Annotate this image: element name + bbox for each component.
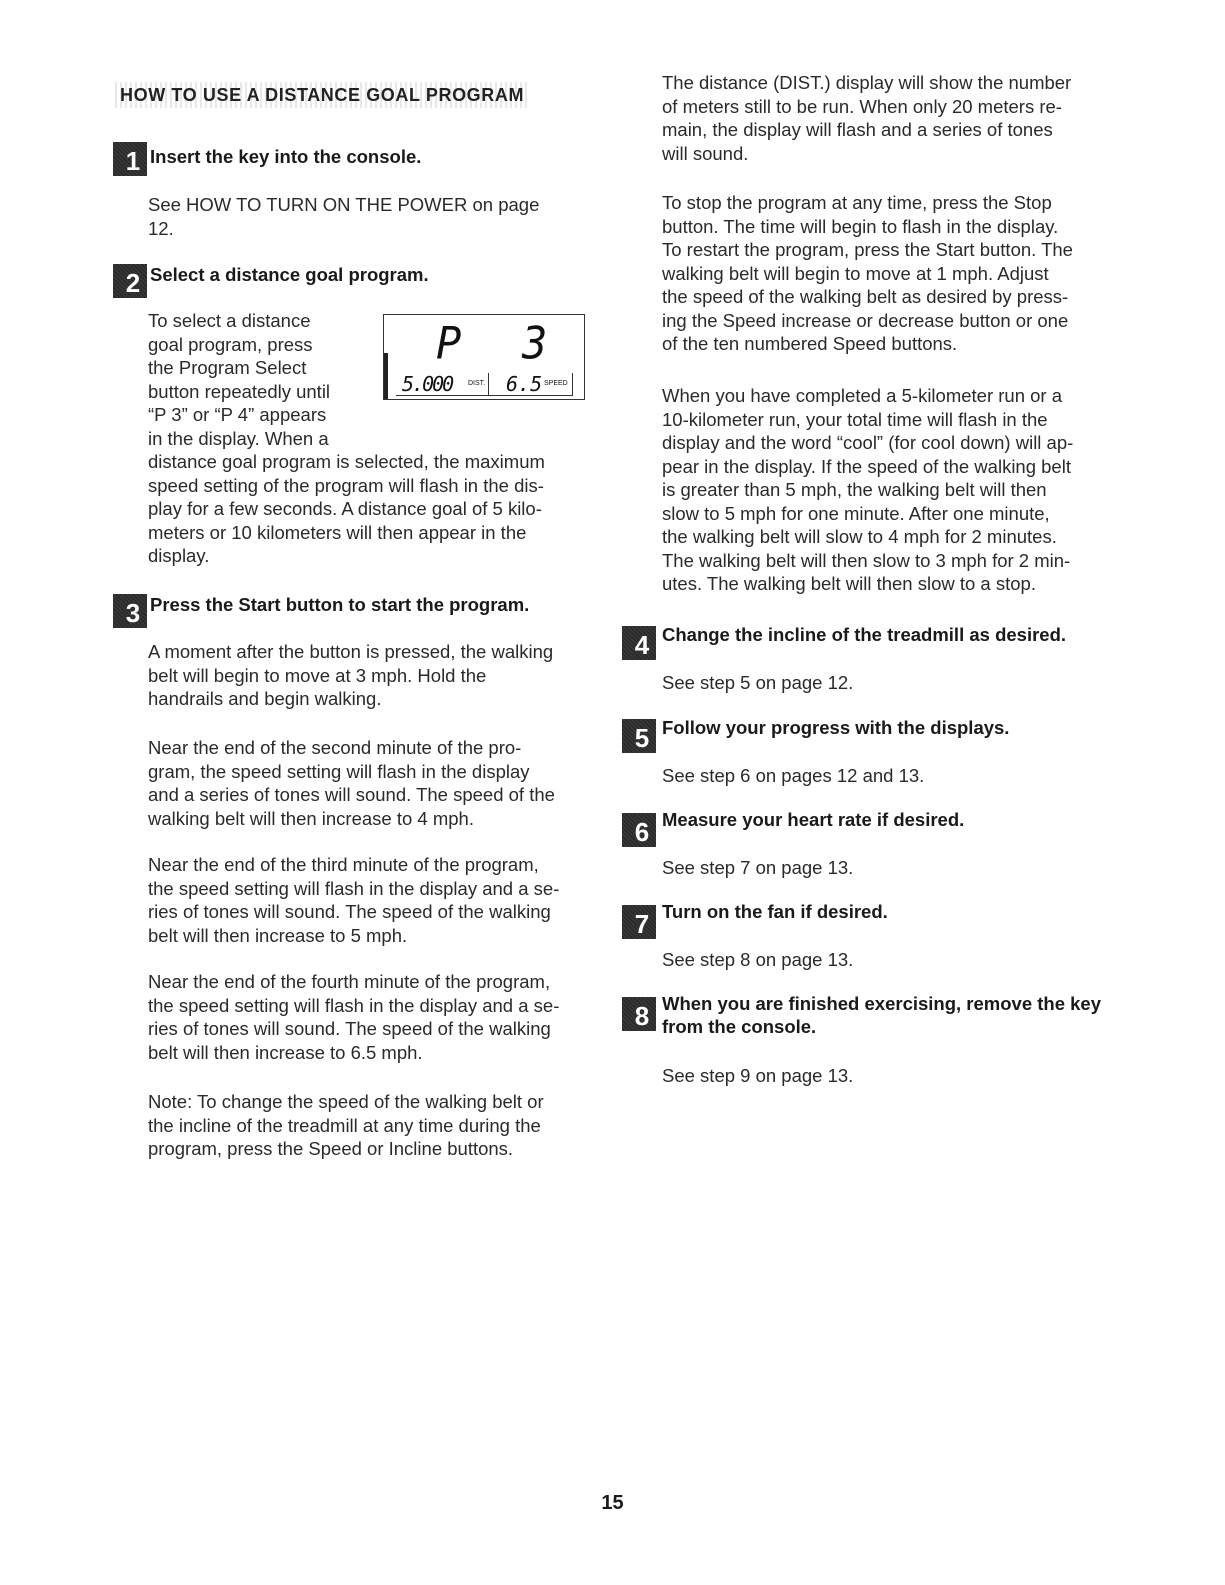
step-7-badge: 7 xyxy=(622,905,656,939)
step-5-heading: Follow your progress with the displays. xyxy=(662,717,1010,738)
step-8-badge: 8 xyxy=(622,997,656,1031)
step-6-text: See step 7 on page 13. xyxy=(662,857,854,878)
step-8-heading: When you are finished exercising, remove the key from the console. xyxy=(662,993,1102,1037)
section-title: HOW TO USE A DISTANCE GOAL PROGRAM xyxy=(115,82,530,108)
step-4-badge: 4 xyxy=(622,626,656,660)
step-3-text: A moment after the button is pressed, the walking belt will begin to move at 3 mph. Hold the handrails and begin walking. xyxy=(148,641,554,709)
step-3-badge: 3 xyxy=(113,594,147,628)
step-8-text: See step 9 on page 13. xyxy=(662,1065,854,1086)
program-number: 3 xyxy=(522,317,548,370)
step-4-text: See step 5 on page 12. xyxy=(662,672,854,693)
step-5-text: See step 6 on pages 12 and 13. xyxy=(662,765,925,786)
display-divider xyxy=(488,373,489,395)
console-display-figure xyxy=(383,314,585,400)
step-2-heading: Select a distance goal program. xyxy=(150,264,429,285)
distance-tag: DIST. xyxy=(468,380,486,387)
step-3-note: Note: To change the speed of the walking belt or the incline of the treadmill at any time during the program, press the Speed or Incline buttons. xyxy=(148,1091,544,1159)
step-2-badge: 2 xyxy=(113,264,147,298)
display-edge xyxy=(384,353,388,399)
step-3-text-4: Near the end of the fourth minute of the program, the speed setting will flash in the display and a se- ries of tones will sound. The speed of the walking belt will then increase to 6.5 mph. xyxy=(148,971,560,1063)
right-text-2: To stop the program at any time, press the Stop button. The time will begin to flash in the display. To restart the program, press the Start button. The walking belt will begin to move at 1 mph. Adjust the speed of the walking belt as desired by press- ing the Speed increase or decrease button or one of the ten numbered Speed buttons. xyxy=(662,192,1073,354)
step-1-badge: 1 xyxy=(113,142,147,176)
page-number: 15 xyxy=(601,1492,624,1514)
step-1-heading: Insert the key into the console. xyxy=(150,146,422,167)
step-6-heading: Measure your heart rate if desired. xyxy=(662,809,965,830)
step-6-badge: 6 xyxy=(622,813,656,847)
step-3-heading: Press the Start button to start the program. xyxy=(150,594,530,615)
step-7-text: See step 8 on page 13. xyxy=(662,949,854,970)
step-4-heading: Change the incline of the treadmill as desired. xyxy=(662,624,1067,645)
step-5-badge: 5 xyxy=(622,719,656,753)
speed-tag: SPEED xyxy=(544,380,568,387)
speed-value: 6.5 xyxy=(506,372,543,396)
distance-value: 5.000 xyxy=(402,372,453,396)
right-text-3: When you have completed a 5-kilometer run or a 10-kilometer run, your total time will flash in the display and the word “cool” (for cool down) will ap- pear in the display. If the speed of the walking belt is greater than 5 mph, the walking belt will then slow to 5 mph for one minute. After one minute, the walking belt will slow to 4 mph for 2 minutes. The walking belt will then slow to 3 mph for 2 min- utes. The walking belt will then slow to a stop. xyxy=(662,385,1074,594)
step-1-text: See HOW TO TURN ON THE POWER on page 12. xyxy=(148,194,540,239)
step-7-heading: Turn on the fan if desired. xyxy=(662,901,888,922)
right-text-1: The distance (DIST.) display will show the number of meters still to be run. When only 20 meters re- main, the display will flash and a series of tones will sound. xyxy=(662,72,1072,164)
step-3-text-2: Near the end of the second minute of the pro- gram, the speed setting will flash in the display and a series of tones will sound. The speed of the walking belt will then increase to 4 mph. xyxy=(148,737,555,829)
display-lower-row xyxy=(396,373,573,396)
step-3-text-3: Near the end of the third minute of the program, the speed setting will flash in the display and a se- ries of tones will sound. The speed of the walking belt will then increase to 5 mph. xyxy=(148,854,560,946)
program-letter: P xyxy=(436,317,462,370)
step-2-text-wrap: To select a distance goal program, press the Program Select button repeatedly until “P 3” or “P 4” appears in the display. When a distance goal program is selected, the maximum speed setting of the program will flash in the dis- play for a few seconds. A distance goal of 5 kilo- meters or 10 kilometers will then appear in the display. xyxy=(148,310,545,566)
